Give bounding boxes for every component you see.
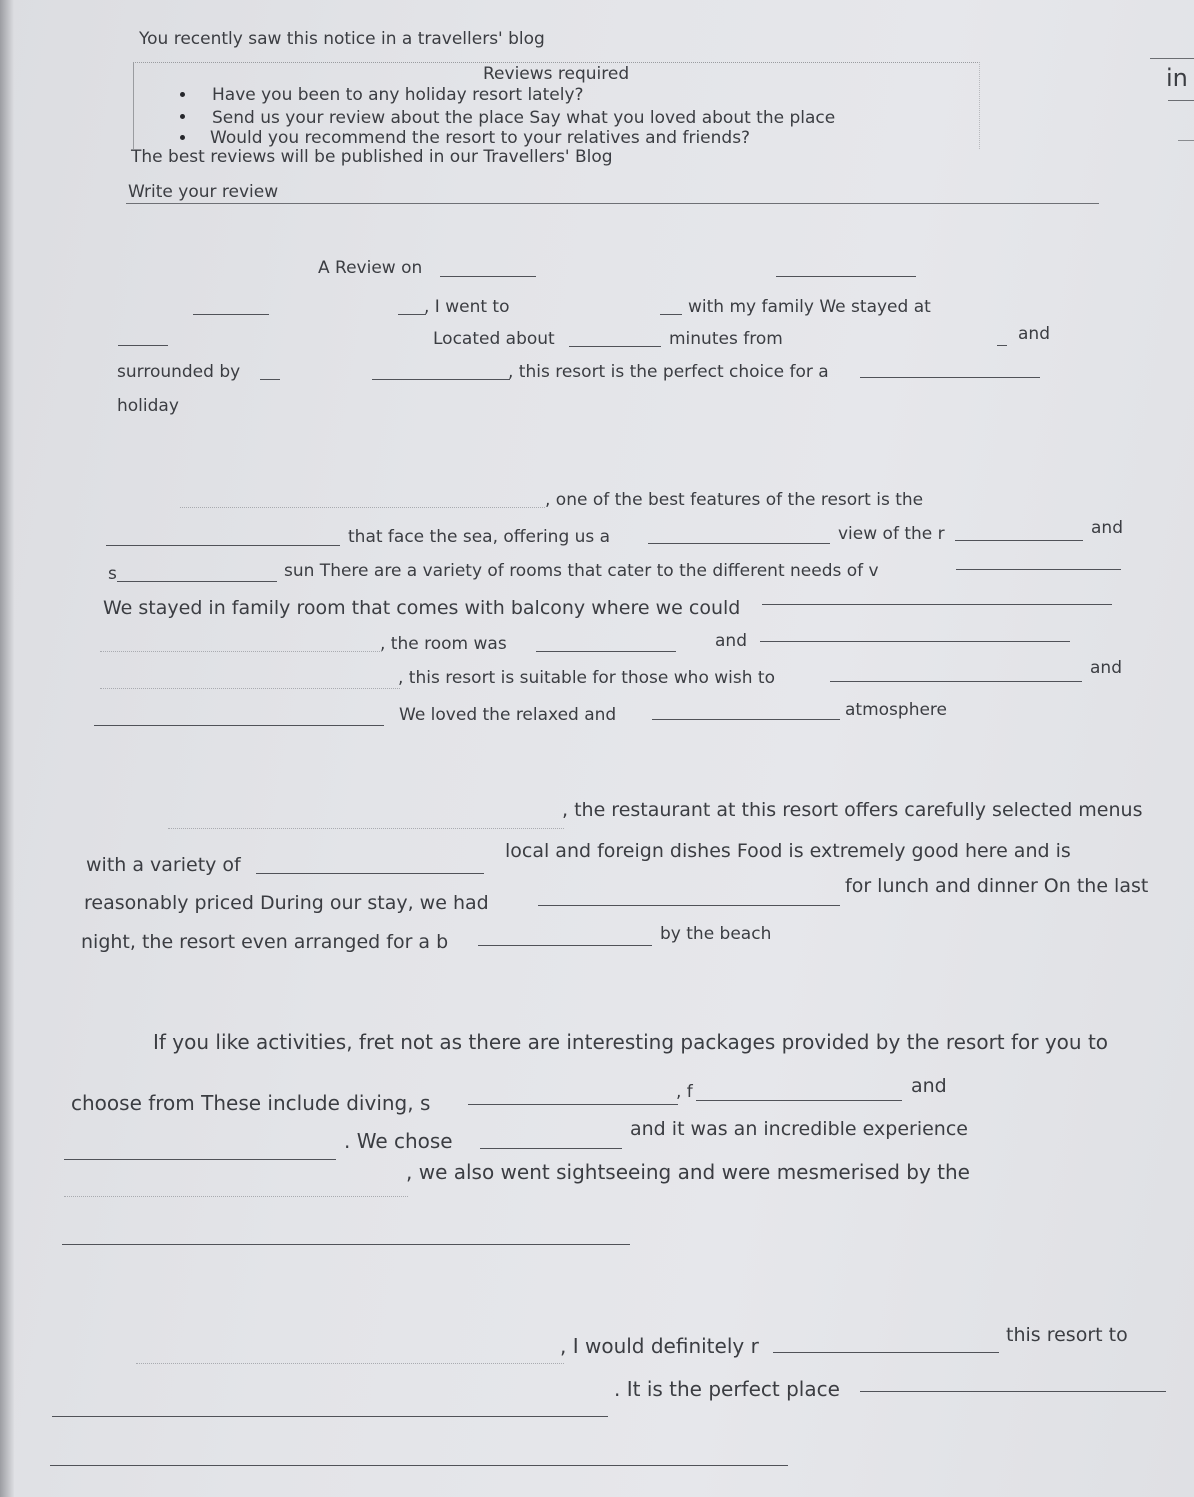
bullet-icon — [180, 135, 185, 140]
blank-line[interactable] — [762, 604, 1112, 605]
blank-line[interactable] — [776, 276, 916, 277]
blank-line[interactable] — [956, 569, 1121, 570]
blank-line[interactable] — [117, 581, 277, 582]
blank-line[interactable] — [256, 873, 484, 874]
p2-atmosphere: atmosphere — [845, 700, 947, 720]
p3-variety: with a variety of — [86, 854, 241, 876]
p3-local: local and foreign dishes Food is extremely good here and is — [505, 840, 1071, 862]
blank-line[interactable] — [118, 345, 168, 346]
notice-footer: The best reviews will be published in our Travellers' Blog — [131, 147, 613, 167]
blank-line[interactable] — [478, 945, 652, 946]
blank-line[interactable] — [64, 1159, 336, 1160]
p2-and1: and — [1091, 518, 1123, 538]
intro-text: You recently saw this notice in a travellers' blog — [139, 29, 545, 49]
p1-went: , I went to — [424, 297, 510, 317]
p2-features: , one of the best features of the resort is the — [545, 490, 924, 510]
p1-surrounded: surrounded by — [117, 362, 241, 382]
p2-and3: and — [1090, 658, 1122, 678]
blank-line[interactable] — [372, 379, 510, 380]
blank-line[interactable] — [860, 377, 1040, 378]
dotted-blank[interactable] — [100, 651, 382, 652]
p1-located: Located about — [433, 329, 555, 349]
blank-line[interactable] — [52, 1416, 608, 1417]
blank-line[interactable] — [830, 681, 1082, 682]
blank-line[interactable] — [696, 1100, 902, 1101]
blank-line[interactable] — [468, 1104, 678, 1105]
p2-sun: sun There are a variety of rooms that cater to the different needs of v — [284, 561, 879, 581]
p5-perfect-place: . It is the perfect place — [614, 1377, 840, 1401]
edge-rule — [1178, 140, 1194, 141]
p2-stayed: We stayed in family room that comes with balcony where we could — [103, 597, 741, 619]
p4-incredible: and it was an incredible experience — [630, 1118, 968, 1140]
p3-restaurant: , the restaurant at this resort offers carefully selected menus — [562, 799, 1143, 821]
p2-s: s — [108, 564, 117, 584]
page-shadow — [0, 0, 14, 1497]
blank-line[interactable] — [480, 1148, 622, 1149]
p1-and: and — [1018, 324, 1050, 344]
p4-f: , f — [676, 1082, 693, 1102]
blank-line[interactable] — [652, 719, 840, 720]
blank-line[interactable] — [538, 905, 840, 906]
p4-sightseeing: , we also went sightseeing and were mesmerised by the — [406, 1160, 970, 1184]
dotted-blank[interactable] — [64, 1196, 408, 1197]
notice-bullet-2: Send us your review about the place Say what you loved about the place — [212, 108, 836, 128]
bullet-icon — [180, 114, 185, 119]
blank-line[interactable] — [440, 276, 536, 277]
blank-line[interactable] — [860, 1391, 1166, 1392]
p4-choose: choose from These include diving, s — [71, 1091, 431, 1115]
notice-bullet-3: Would you recommend the resort to your relatives and friends? — [210, 128, 751, 148]
blank-line[interactable] — [260, 379, 280, 380]
p1-family: with my family We stayed at — [688, 297, 931, 317]
p3-priced: reasonably priced During our stay, we had — [84, 892, 489, 914]
p4-and: and — [911, 1075, 947, 1097]
blank-line[interactable] — [536, 651, 676, 652]
p2-and2: and — [715, 631, 747, 651]
p5-this-resort: this resort to — [1006, 1324, 1128, 1346]
edge-rule — [1168, 100, 1194, 101]
p4-chose: . We chose — [344, 1129, 453, 1153]
edge-text: in — [1166, 64, 1188, 92]
dotted-blank[interactable] — [168, 828, 564, 829]
p4-activities: If you like activities, fret not as there are interesting packages provided by the resort for you to — [153, 1030, 1109, 1054]
p1-perfect: , this resort is the perfect choice for a — [508, 362, 829, 382]
p3-beach: by the beach — [660, 924, 772, 944]
notice-title: Reviews required — [483, 64, 630, 84]
p1-holiday: holiday — [117, 396, 179, 416]
blank-line[interactable] — [62, 1244, 630, 1245]
instruction-text: Write your review — [128, 182, 279, 202]
blank-line[interactable] — [648, 543, 830, 544]
blank-line[interactable] — [94, 725, 384, 726]
blank-line[interactable] — [569, 346, 661, 347]
blank-line[interactable] — [760, 641, 1070, 642]
notice-bullet-1: Have you been to any holiday resort lately? — [212, 85, 584, 105]
instruction-rule — [126, 203, 1099, 204]
p5-recommend: , I would definitely r — [560, 1334, 759, 1358]
p3-lunch: for lunch and dinner On the last — [845, 875, 1149, 897]
blank-line[interactable] — [193, 314, 269, 315]
edge-rule — [1150, 58, 1194, 59]
p2-suitable: , this resort is suitable for those who wish to — [398, 668, 775, 688]
dotted-blank[interactable] — [136, 1363, 564, 1364]
p2-face: that face the sea, offering us a — [348, 527, 611, 547]
blank-line[interactable] — [773, 1352, 999, 1353]
p1-minutes: minutes from — [669, 329, 783, 349]
blank-line[interactable] — [660, 314, 682, 315]
blank-line[interactable] — [106, 545, 340, 546]
p2-room: , the room was — [380, 634, 507, 654]
blank-line[interactable] — [997, 345, 1007, 346]
bullet-icon — [180, 92, 185, 97]
p2-view: view of the r — [838, 524, 945, 544]
p3-night: night, the resort even arranged for a b — [81, 931, 449, 953]
blank-line[interactable] — [398, 314, 426, 315]
review-title: A Review on — [318, 258, 423, 278]
p2-loved: We loved the relaxed and — [399, 705, 617, 725]
dotted-blank[interactable] — [100, 688, 400, 689]
dotted-blank[interactable] — [180, 507, 545, 508]
blank-line[interactable] — [50, 1465, 788, 1466]
blank-line[interactable] — [955, 540, 1083, 541]
